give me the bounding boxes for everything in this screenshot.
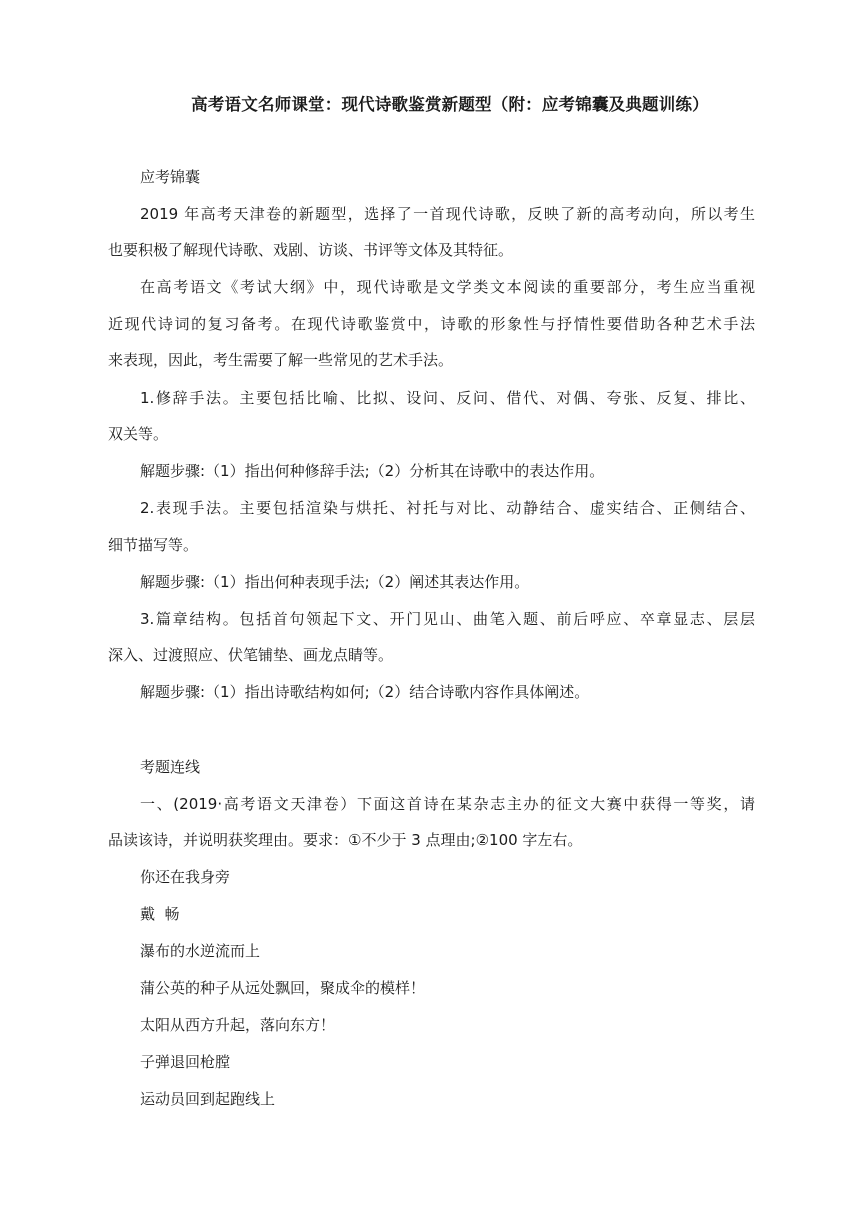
poem-line: 运动员回到起跑线上 xyxy=(140,1090,276,1108)
list-item-rhetoric: 1.修辞手法。主要包括比喻、比拟、设问、反问、借代、对偶、夸张、反复、排比、 xyxy=(140,389,755,407)
question-text: 品读该诗，并说明获奖理由。要求：①不少于 3 点理由;②100 字左右。 xyxy=(108,831,583,849)
document-title: 高考语文名师课堂：现代诗歌鉴赏新题型（附：应考锦囊及典题训练） xyxy=(191,95,709,114)
paragraph-line: 2019 年高考天津卷的新题型，选择了一首现代诗歌，反映了新的高考动向，所以考生 xyxy=(140,205,755,223)
list-item-structure: 3.篇章结构。包括首句领起下文、开门见山、曲笔入题、前后呼应、卒章显志、层层 xyxy=(140,610,755,628)
poem-line: 太阳从西方升起，落向东方！ xyxy=(140,1016,336,1034)
paragraph-line: 近现代诗词的复习备考。在现代诗歌鉴赏中，诗歌的形象性与抒情性要借助各种艺术手法 xyxy=(108,315,755,333)
paragraph-line: 细节描写等。 xyxy=(108,536,199,554)
poem-author: 戴 畅 xyxy=(140,905,180,923)
section-heading-exam: 考题连线 xyxy=(140,758,201,776)
poem-line: 蒲公英的种子从远处飘回，聚成伞的模样！ xyxy=(140,979,426,997)
section-heading-tips: 应考锦囊 xyxy=(140,168,201,186)
paragraph-line: 深入、过渡照应、伏笔铺垫、画龙点睛等。 xyxy=(108,646,394,664)
paragraph-line: 来表现，因此，考生需要了解一些常见的艺术手法。 xyxy=(108,351,454,369)
paragraph-line: 在高考语文《考试大纲》中，现代诗歌是文学类文本阅读的重要部分，考生应当重视 xyxy=(140,278,755,296)
poem-line: 瀑布的水逆流而上 xyxy=(140,942,261,960)
poem-title: 你还在我身旁 xyxy=(140,868,231,886)
solution-steps: 解题步骤:（1）指出诗歌结构如何;（2）结合诗歌内容作具体阐述。 xyxy=(140,683,590,701)
list-item-expression: 2.表现手法。主要包括渲染与烘托、衬托与对比、动静结合、虚实结合、正侧结合、 xyxy=(140,499,755,517)
paragraph-line: 也要积极了解现代诗歌、戏剧、访谈、书评等文体及其特征。 xyxy=(108,241,514,259)
paragraph-line: 双关等。 xyxy=(108,425,169,443)
poem-line: 子弹退回枪膛 xyxy=(140,1053,231,1071)
question-text: 一、(2019·高考语文天津卷）下面这首诗在某杂志主办的征文大赛中获得一等奖，请 xyxy=(140,795,755,813)
solution-steps: 解题步骤:（1）指出何种修辞手法;（2）分析其在诗歌中的表达作用。 xyxy=(140,462,605,480)
solution-steps: 解题步骤:（1）指出何种表现手法;（2）阐述其表达作用。 xyxy=(140,573,530,591)
